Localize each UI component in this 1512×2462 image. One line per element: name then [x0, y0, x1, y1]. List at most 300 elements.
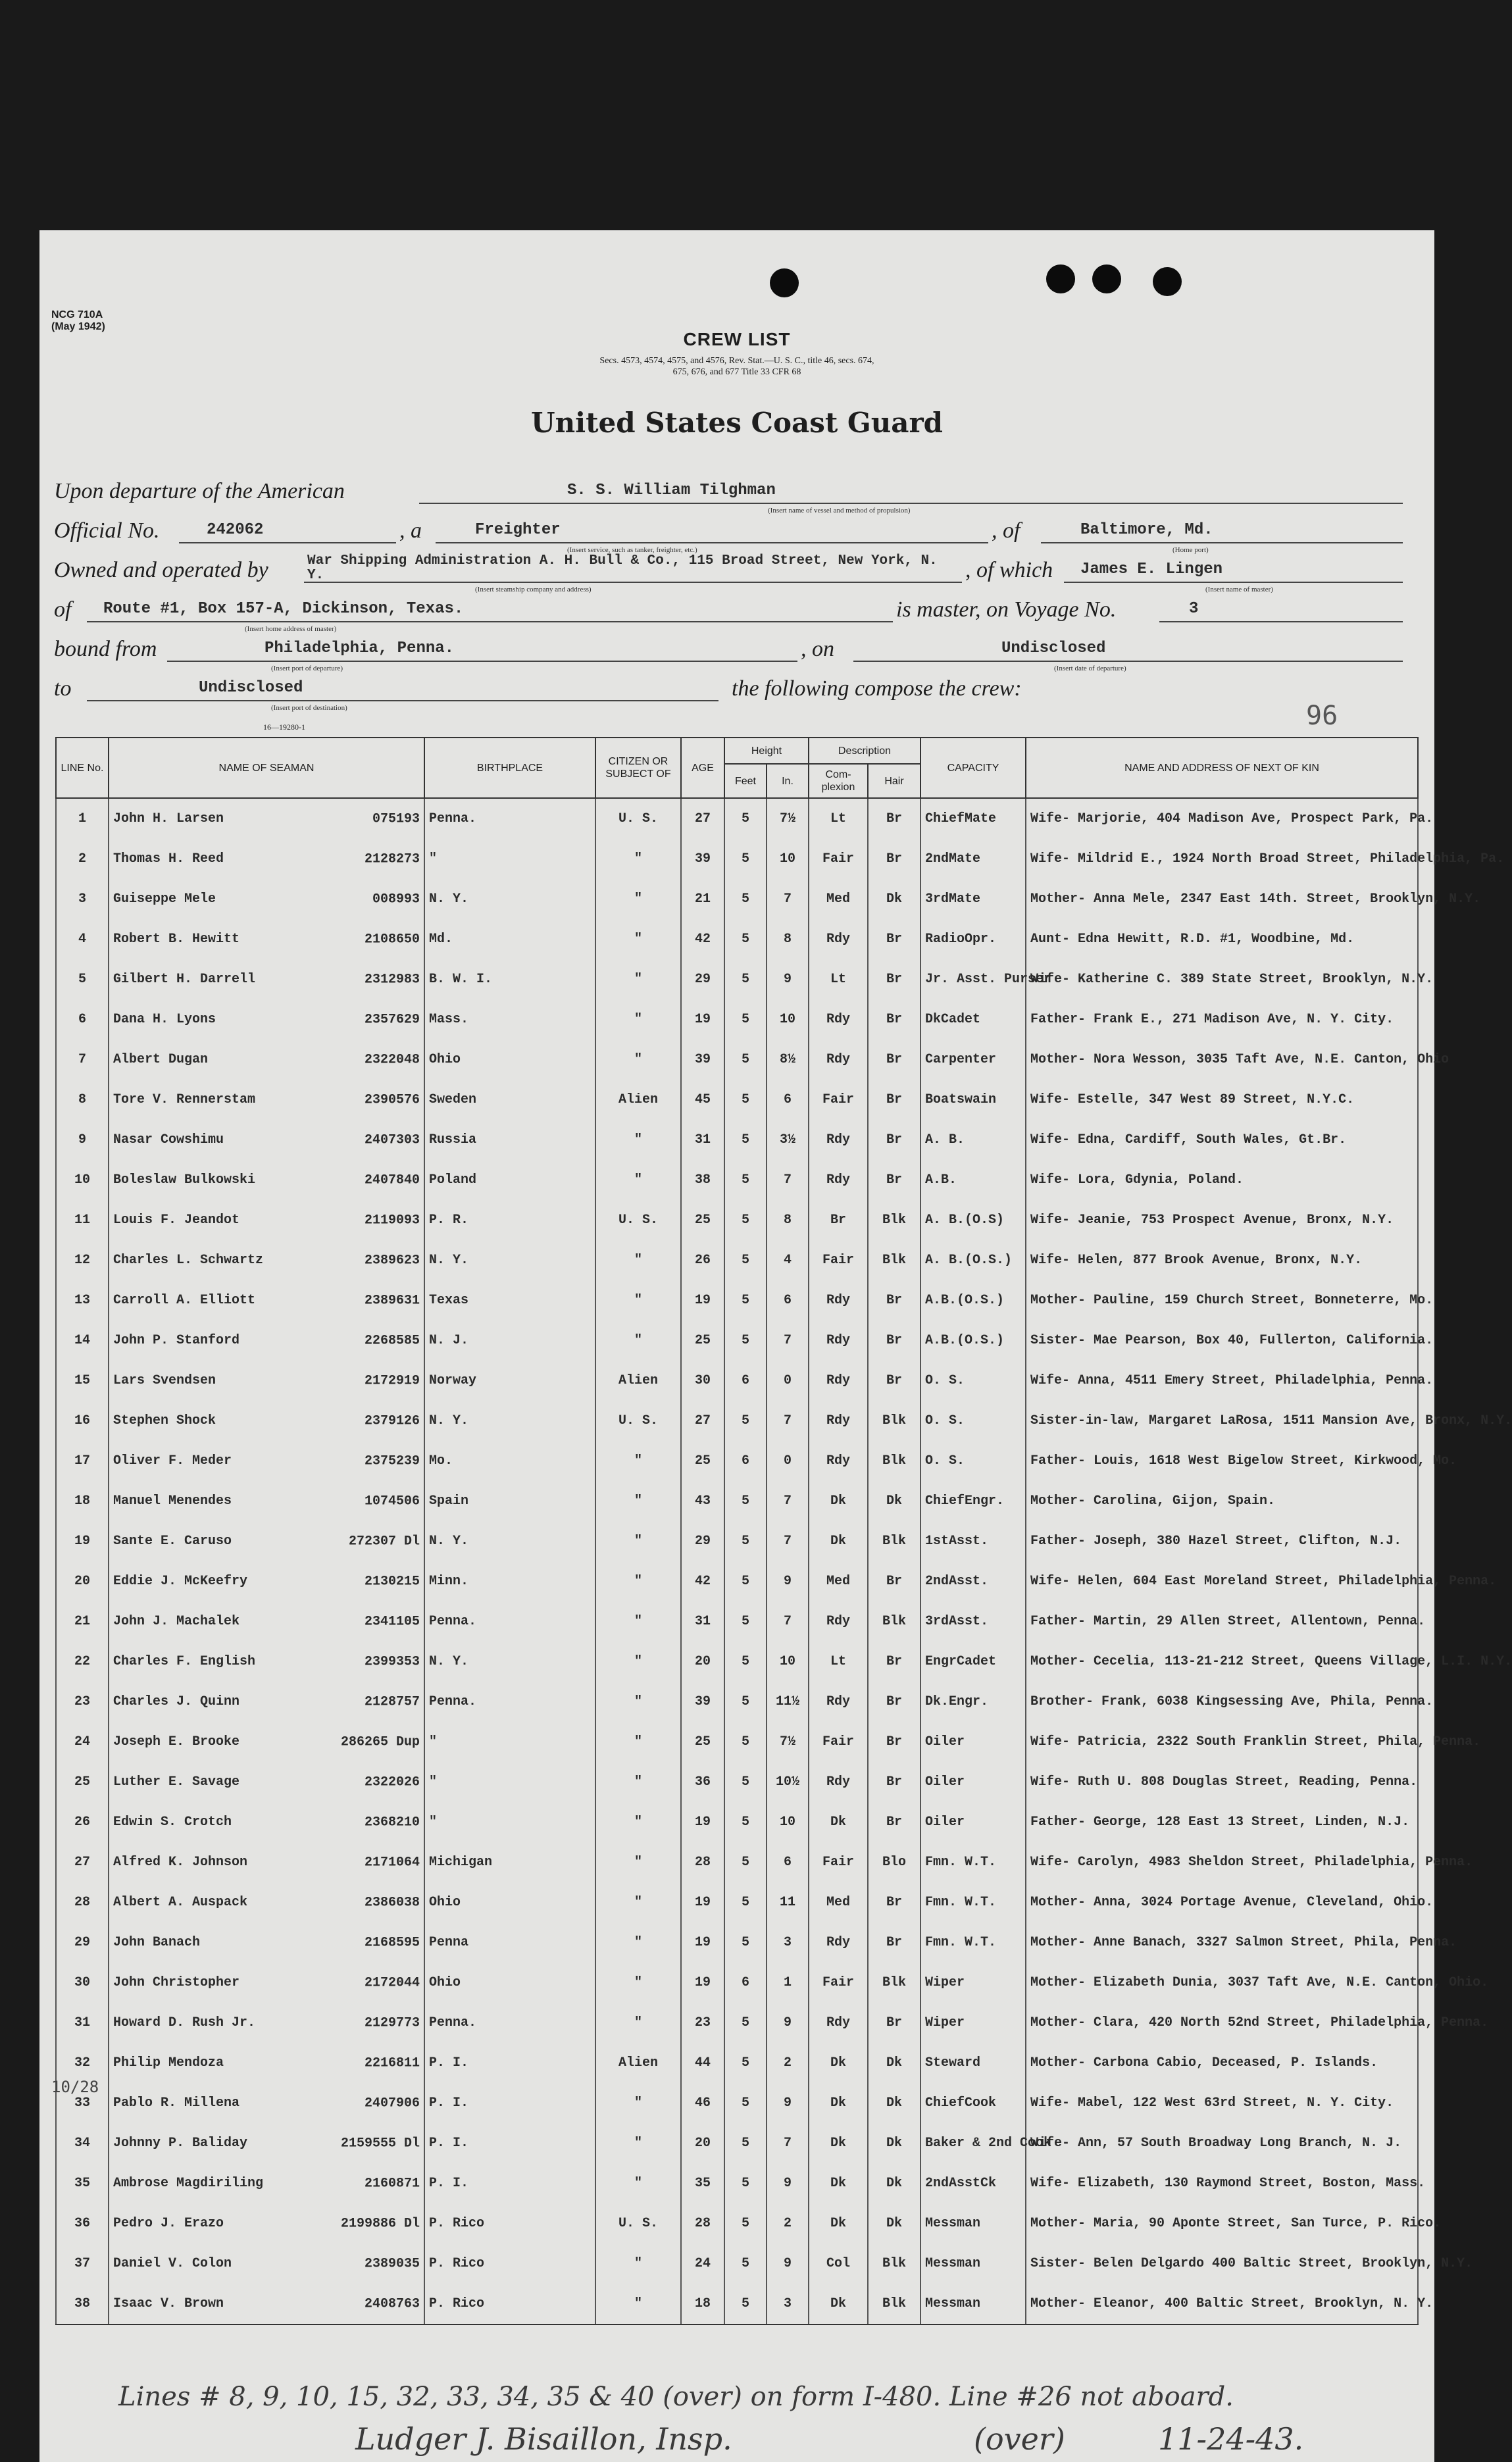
printer-number: 16—19280-1: [263, 722, 305, 732]
next-of-kin-cell: [1026, 1561, 1497, 1601]
age-cell: [681, 1361, 724, 1401]
service-number: 2268585: [364, 1333, 420, 1348]
service-number: 2159555 Dl: [340, 2136, 420, 2151]
height-feet: 5: [741, 1935, 749, 1950]
table-row: [56, 1802, 1418, 1842]
height-inches: 10: [779, 1012, 795, 1027]
birthplace-cell: [424, 2203, 595, 2244]
line-number-cell: [56, 2203, 109, 2244]
seaman-name: John Christopher: [113, 1975, 240, 1990]
complexion-cell: [809, 1280, 868, 1320]
birthplace-cell: [424, 1160, 595, 1200]
age: 19: [694, 1815, 711, 1830]
age: 19: [694, 1975, 711, 1990]
citizenship-cell: [595, 1922, 681, 1963]
next-of-kin-cell: [1026, 2163, 1426, 2203]
birthplace-cell: [424, 1842, 595, 1882]
service-number: 2160871: [364, 2176, 420, 2191]
line-number: 1: [78, 811, 86, 826]
hair: Br: [886, 2015, 902, 2030]
capacity-cell: [920, 879, 1026, 919]
age-cell: [681, 1722, 724, 1762]
height-inches: 7: [783, 1413, 792, 1428]
height-feet-cell: [724, 1682, 767, 1722]
seaman-name: Luther E. Savage: [113, 1774, 240, 1790]
capacity: 2ndMate: [925, 851, 981, 867]
capacity: Jr. Asst. Purser: [925, 972, 1052, 987]
birthplace-cell: [424, 2003, 595, 2043]
height-feet: 5: [741, 2136, 749, 2151]
age-cell: [681, 2284, 724, 2324]
citizenship: ": [634, 1012, 642, 1027]
line-number-cell: [56, 2163, 109, 2203]
age-cell: [681, 1080, 724, 1120]
line-number-cell: [56, 1922, 109, 1963]
is-master-label: is master, on Voyage No.: [896, 597, 1117, 622]
service-number: 2322026: [364, 1774, 420, 1790]
complexion-cell: [809, 1963, 868, 2003]
table-row: [56, 879, 1418, 919]
service-number: 2341105: [364, 1614, 420, 1629]
complexion: Rdy: [826, 1052, 850, 1067]
birthplace-cell: [424, 1481, 595, 1521]
height-inches: 9: [783, 2176, 792, 2191]
line-number: 31: [74, 2015, 90, 2030]
birthplace-cell: [424, 1040, 595, 1080]
height-inches: 7: [783, 892, 792, 907]
hair-cell: [868, 1240, 920, 1280]
age: 18: [694, 2296, 711, 2311]
citizenship: ": [634, 1052, 642, 1067]
age: 43: [694, 1494, 711, 1509]
next-of-kin-cell: [1026, 1762, 1418, 1802]
capacity: O. S.: [925, 1413, 965, 1428]
complexion: Dk: [830, 2296, 846, 2311]
capacity: Fmn. W.T.: [925, 1855, 997, 1870]
birthplace: Penna.: [429, 1614, 477, 1629]
age: 20: [694, 2136, 711, 2151]
hair: Blk: [882, 1413, 906, 1428]
hair: Blk: [882, 1534, 906, 1549]
age-cell: [681, 1320, 724, 1361]
seaman-name: Joseph E. Brooke: [113, 1734, 240, 1749]
complexion-cell: [809, 1361, 868, 1401]
service-number: 2375239: [364, 1453, 420, 1469]
next-of-kin: Mother- Anna Mele, 2347 East 14th. Street, Brooklyn, N.Y.: [1030, 892, 1481, 907]
height-feet: 5: [741, 2216, 749, 2231]
birthplace-cell: [424, 1200, 595, 1240]
hair: Br: [886, 1774, 902, 1790]
hair: Blk: [882, 1253, 906, 1268]
citizenship-cell: [595, 1240, 681, 1280]
birthplace: Md.: [429, 932, 453, 947]
next-of-kin: Wife- Mabel, 122 West 63rd Street, N. Y. City.: [1030, 2096, 1394, 2111]
complexion-cell: [809, 1762, 868, 1802]
service-number: 2168595: [364, 1935, 420, 1950]
hair: Br: [886, 851, 902, 867]
hair-cell: [868, 798, 920, 839]
age: 30: [694, 1373, 711, 1388]
birthplace: ": [429, 1774, 438, 1790]
complexion: Dk: [830, 2136, 846, 2151]
height-feet: 5: [741, 932, 749, 947]
next-of-kin-cell: [1026, 1320, 1434, 1361]
citizenship: Alien: [618, 2055, 658, 2071]
birthplace-cell: [424, 959, 595, 999]
table-row: [56, 1401, 1418, 1441]
capacity-cell: [920, 1200, 1026, 1240]
hair-cell: [868, 1441, 920, 1481]
complexion: Rdy: [826, 1333, 850, 1348]
height-inches: 7: [783, 1494, 792, 1509]
line-number: 12: [74, 1253, 90, 1268]
citizenship: ": [634, 1453, 642, 1469]
line-number: 35: [74, 2176, 90, 2191]
hair-cell: [868, 1521, 920, 1561]
height-feet-cell: [724, 1441, 767, 1481]
hair-cell: [868, 959, 920, 999]
height-inches-cell: [767, 2083, 809, 2123]
table-row: [56, 1080, 1418, 1120]
height-feet-cell: [724, 1280, 767, 1320]
next-of-kin: Mother- Cecelia, 113-21-212 Street, Queens Village, L.I. N.Y.: [1030, 1654, 1512, 1669]
height-feet-cell: [724, 1521, 767, 1561]
service-number: 2129773: [364, 2015, 420, 2030]
citizenship: ": [634, 1574, 642, 1589]
departure-row: [54, 479, 1416, 518]
next-of-kin: Mother- Eleanor, 400 Baltic Street, Brooklyn, N. Y.: [1030, 2296, 1434, 2311]
birthplace: Texas: [429, 1293, 469, 1308]
crew-rows: [56, 798, 1512, 2324]
height-feet: 5: [741, 811, 749, 826]
complexion-cell: [809, 1842, 868, 1882]
next-of-kin-cell: [1026, 1882, 1434, 1922]
owner-row: [54, 553, 1416, 597]
departure-label: Upon departure of the American: [54, 479, 345, 503]
home-port: Baltimore, Md.: [1080, 521, 1213, 539]
next-of-kin: Mother- Carbona Cabio, Deceased, P. Islands.: [1030, 2055, 1378, 2071]
complexion: Med: [826, 892, 850, 907]
hair: Br: [886, 1654, 902, 1669]
complexion-cell: [809, 919, 868, 959]
birthplace-cell: [424, 1722, 595, 1762]
birthplace-cell: [424, 2083, 595, 2123]
service-number: 075193: [372, 811, 420, 826]
age: 20: [694, 1654, 711, 1669]
next-of-kin: Wife- Helen, 604 East Moreland Street, Philadelphia, Penna.: [1030, 1574, 1497, 1589]
height-feet: 5: [741, 1293, 749, 1308]
line-number: 27: [74, 1855, 90, 1870]
seaman-name: Boleslaw Bulkowski: [113, 1172, 256, 1188]
citizenship: ": [634, 1694, 642, 1709]
birthplace: N. J.: [429, 1333, 469, 1348]
citizenship: ": [634, 851, 642, 867]
line-number: 19: [74, 1534, 90, 1549]
hair-cell: [868, 999, 920, 1040]
citizenship: U. S.: [618, 811, 658, 826]
seaman-name-cell: [109, 1040, 424, 1080]
seaman-name-cell: [109, 919, 424, 959]
capacity-cell: [920, 1963, 1026, 2003]
hair-cell: [868, 879, 920, 919]
seaman-name-cell: [109, 2043, 424, 2083]
line-number-cell: [56, 1200, 109, 1240]
birthplace: N. Y.: [429, 892, 469, 907]
citizenship-cell: [595, 1160, 681, 1200]
seaman-name-cell: [109, 1120, 424, 1160]
complexion-cell: [809, 2083, 868, 2123]
birthplace: P. I.: [429, 2136, 469, 2151]
official-label: Official No.: [54, 518, 160, 543]
hair: Blk: [882, 1614, 906, 1629]
height-feet: 5: [741, 1494, 749, 1509]
line-number-cell: [56, 1280, 109, 1320]
table-row: [56, 1963, 1418, 2003]
citizenship-cell: [595, 999, 681, 1040]
hair-cell: [868, 2203, 920, 2244]
service-number: 2312983: [364, 972, 420, 987]
capacity-cell: [920, 2163, 1026, 2203]
height-inches: 8½: [779, 1052, 795, 1067]
citizenship: ": [634, 1895, 642, 1910]
departure-port: Philadelphia, Penna.: [265, 640, 455, 657]
age: 42: [694, 932, 711, 947]
next-of-kin: Mother- Elizabeth Dunia, 3037 Taft Ave, N.E. Canton, Ohio.: [1030, 1975, 1489, 1990]
next-of-kin-cell: [1026, 2284, 1434, 2324]
capacity: O. S.: [925, 1373, 965, 1388]
seaman-name-cell: [109, 1762, 424, 1802]
height-inches: 9: [783, 1574, 792, 1589]
age: 19: [694, 1895, 711, 1910]
age-cell: [681, 1601, 724, 1642]
next-of-kin-cell: [1026, 798, 1434, 839]
seaman-name: Albert A. Auspack: [113, 1895, 248, 1910]
height-feet: 5: [741, 1734, 749, 1749]
citizenship: ": [634, 972, 642, 987]
age-cell: [681, 879, 724, 919]
col-inches: In.: [767, 764, 809, 798]
complexion-cell: [809, 999, 868, 1040]
seaman-name: Stephen Shock: [113, 1413, 216, 1428]
complexion-cell: [809, 1642, 868, 1682]
complexion: Rdy: [826, 1614, 850, 1629]
hair-cell: [868, 2244, 920, 2284]
complexion: Dk: [830, 1534, 846, 1549]
capacity-cell: [920, 999, 1026, 1040]
height-inches: 7½: [779, 1734, 795, 1749]
citizenship: ": [634, 1815, 642, 1830]
next-of-kin-cell: [1026, 1963, 1489, 2003]
table-row: [56, 1762, 1418, 1802]
birthplace-cell: [424, 1401, 595, 1441]
citizenship: U. S.: [618, 1413, 658, 1428]
citizenship: ": [634, 2296, 642, 2311]
seaman-name-cell: [109, 1160, 424, 1200]
complexion-cell: [809, 1601, 868, 1642]
bound-label: bound from: [54, 637, 157, 661]
next-of-kin: Wife- Marjorie, 404 Madison Ave, Prospect Park, Pa.: [1030, 811, 1434, 826]
service-number: 1074506: [364, 1494, 420, 1509]
height-inches: 10: [779, 851, 795, 867]
complexion-cell: [809, 2203, 868, 2244]
hair-cell: [868, 1882, 920, 1922]
hair: Br: [886, 932, 902, 947]
line-number-cell: [56, 1682, 109, 1722]
birthplace: Mass.: [429, 1012, 469, 1027]
complexion: Fair: [822, 1855, 854, 1870]
complexion-cell: [809, 2003, 868, 2043]
next-of-kin: Father- George, 128 East 13 Street, Linden, N.J.: [1030, 1815, 1410, 1830]
next-of-kin: Father- Joseph, 380 Hazel Street, Clifton, N.J.: [1030, 1534, 1402, 1549]
height-inches-cell: [767, 839, 809, 879]
height-feet: 5: [741, 1895, 749, 1910]
line-number: 11: [74, 1213, 90, 1228]
height-inches-cell: [767, 1922, 809, 1963]
line-number: 7: [78, 1052, 86, 1067]
age-cell: [681, 1842, 724, 1882]
of-which-label: , of which: [965, 558, 1053, 582]
height-feet: 5: [741, 1855, 749, 1870]
capacity-cell: [920, 1922, 1026, 1963]
citizenship: ": [634, 1172, 642, 1188]
height-feet: 5: [741, 2055, 749, 2071]
seaman-name-cell: [109, 1882, 424, 1922]
next-of-kin: Mother- Clara, 420 North 52nd Street, Philadelphia, Penna.: [1030, 2015, 1489, 2030]
complexion: Rdy: [826, 2015, 850, 2030]
age: 36: [694, 1774, 711, 1790]
height-inches: 7: [783, 1172, 792, 1188]
line-number: 38: [74, 2296, 90, 2311]
height-inches-cell: [767, 1441, 809, 1481]
birthplace: N. Y.: [429, 1413, 469, 1428]
seaman-name-cell: [109, 1080, 424, 1120]
citizenship: U. S.: [618, 1213, 658, 1228]
hair: Blk: [882, 1975, 906, 1990]
capacity-cell: [920, 2043, 1026, 2083]
table-row: [56, 1160, 1418, 1200]
line-number: 10: [74, 1172, 90, 1188]
next-of-kin: Wife- Ann, 57 South Broadway Long Branch, N. J.: [1030, 2136, 1402, 2151]
voyage-number: 3: [1189, 600, 1199, 618]
table-row: [56, 1882, 1418, 1922]
seaman-name: Edwin S. Crotch: [113, 1815, 232, 1830]
hair-cell: [868, 1401, 920, 1441]
capacity-cell: [920, 798, 1026, 839]
next-of-kin-cell: [1026, 2203, 1442, 2244]
height-feet: 5: [741, 972, 749, 987]
complexion: Br: [830, 1213, 846, 1228]
citizenship: ": [634, 1614, 642, 1629]
hair-cell: [868, 2284, 920, 2324]
height-feet-cell: [724, 1040, 767, 1080]
next-of-kin-cell: [1026, 1200, 1418, 1240]
birthplace-cell: [424, 1762, 595, 1802]
col-next-of-kin: NAME AND ADDRESS OF NEXT OF KIN: [1026, 738, 1418, 798]
capacity: Oiler: [925, 1734, 965, 1749]
service-number: 2389623: [364, 1253, 420, 1268]
seaman-name-cell: [109, 2244, 424, 2284]
age-cell: [681, 1521, 724, 1561]
next-of-kin: Wife- Estelle, 347 West 89 Street, N.Y.C.: [1030, 1092, 1355, 1107]
birthplace-cell: [424, 1080, 595, 1120]
hair-cell: [868, 1040, 920, 1080]
age-cell: [681, 1963, 724, 2003]
capacity-cell: [920, 2203, 1026, 2244]
hair-cell: [868, 2123, 920, 2163]
next-of-kin: Sister-in-law, Margaret LaRosa, 1511 Mansion Ave, Bronx, N.Y.: [1030, 1413, 1512, 1428]
service-number: 2407840: [364, 1172, 420, 1188]
height-feet-cell: [724, 2244, 767, 2284]
next-of-kin: Brother- Frank, 6038 Kingsessing Ave, Phila, Penna.: [1030, 1694, 1434, 1709]
birthplace-cell: [424, 879, 595, 919]
citizenship-cell: [595, 2203, 681, 2244]
complexion-cell: [809, 1802, 868, 1842]
age: 25: [694, 1734, 711, 1749]
capacity-cell: [920, 2083, 1026, 2123]
birthplace: Sweden: [429, 1092, 477, 1107]
col-name: NAME OF SEAMAN: [109, 738, 424, 798]
birthplace-cell: [424, 1120, 595, 1160]
bound-from-row: [54, 637, 1416, 676]
capacity-cell: [920, 1441, 1026, 1481]
table-row: [56, 1200, 1418, 1240]
complexion: Rdy: [826, 1935, 850, 1950]
height-feet-cell: [724, 1160, 767, 1200]
height-feet-cell: [724, 1922, 767, 1963]
line-number-cell: [56, 2244, 109, 2284]
height-inches: 8: [783, 1213, 792, 1228]
age: 35: [694, 2176, 711, 2191]
capacity: O. S.: [925, 1453, 965, 1469]
col-capacity: CAPACITY: [920, 738, 1026, 798]
citizenship-cell: [595, 1481, 681, 1521]
height-inches: 4: [783, 1253, 792, 1268]
complexion-cell: [809, 1040, 868, 1080]
citizenship-cell: [595, 959, 681, 999]
age: 46: [694, 2096, 711, 2111]
punch-hole: [1046, 264, 1075, 293]
next-of-kin-cell: [1026, 1160, 1418, 1200]
complexion: Dk: [830, 1815, 846, 1830]
birthplace-cell: [424, 1601, 595, 1642]
height-inches-cell: [767, 1762, 809, 1802]
seaman-name: Lars Svendsen: [113, 1373, 216, 1388]
capacity: 2ndAsst.: [925, 1574, 989, 1589]
seaman-name: Charles J. Quinn: [113, 1694, 240, 1709]
birthplace-cell: [424, 1361, 595, 1401]
seaman-name-cell: [109, 1682, 424, 1722]
owner-caption: (Insert steamship company and address): [475, 586, 592, 593]
age-cell: [681, 1160, 724, 1200]
birthplace-cell: [424, 1441, 595, 1481]
capacity-cell: [920, 1521, 1026, 1561]
height-inches: 2: [783, 2216, 792, 2231]
seaman-name: Albert Dugan: [113, 1052, 209, 1067]
height-inches-cell: [767, 1361, 809, 1401]
hair: Br: [886, 1574, 902, 1589]
capacity: ChiefEngr.: [925, 1494, 1005, 1509]
height-inches-cell: [767, 1521, 809, 1561]
seaman-name-cell: [109, 1240, 424, 1280]
height-feet-cell: [724, 2003, 767, 2043]
age-cell: [681, 1802, 724, 1842]
capacity: DkCadet: [925, 1012, 981, 1027]
service-number: 2172919: [364, 1373, 420, 1388]
hair-cell: [868, 1080, 920, 1120]
hair: Br: [886, 1132, 902, 1147]
complexion-cell: [809, 2043, 868, 2083]
height-feet: 5: [741, 1413, 749, 1428]
